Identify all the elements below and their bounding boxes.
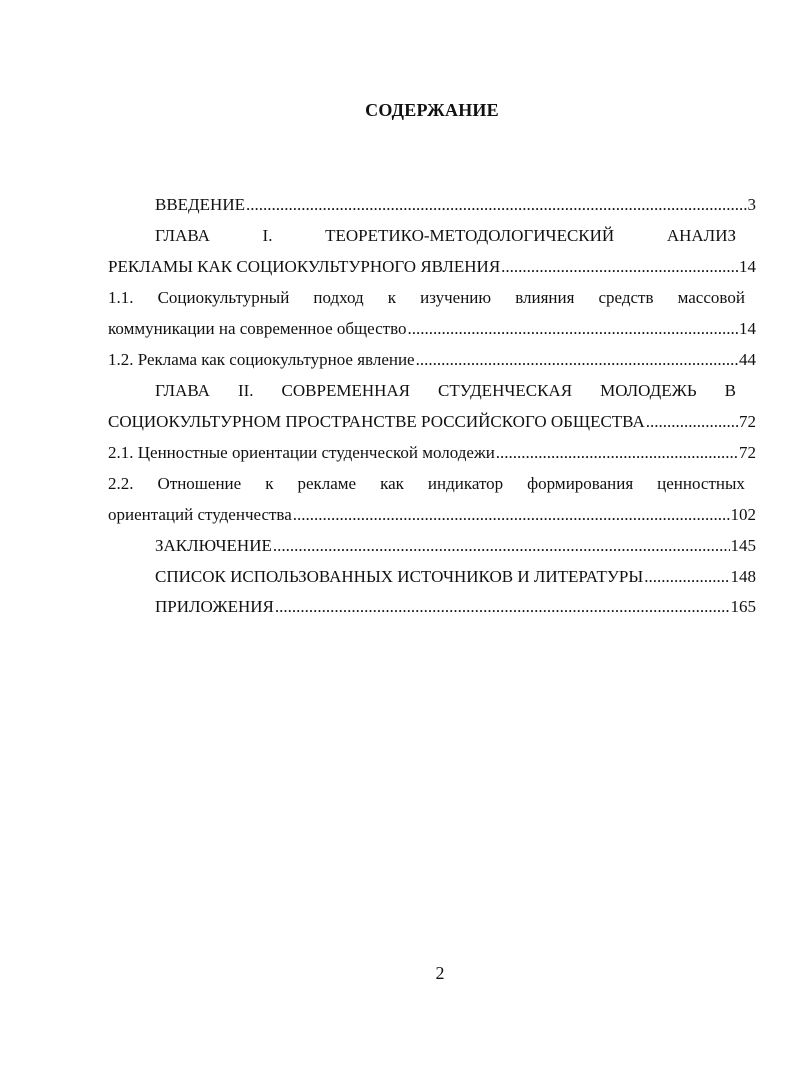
toc-word: влияния — [515, 288, 575, 307]
dot-leader — [646, 411, 738, 433]
toc-page-number: 44 — [739, 350, 756, 369]
toc-entry-chapter1 — [108, 256, 756, 278]
toc-entry-section2-2 — [108, 504, 756, 526]
toc-entry-section2-1 — [108, 442, 756, 464]
toc-page-number: 14 — [739, 319, 756, 338]
dot-leader — [273, 535, 730, 557]
toc-section1-1-line1 — [108, 287, 745, 309]
toc-page-number: 148 — [730, 567, 756, 586]
toc-word: МОЛОДЕЖЬ — [600, 381, 697, 400]
page-title: СОДЕРЖАНИЕ — [365, 100, 499, 120]
toc-word: СОВРЕМЕННАЯ — [281, 381, 411, 400]
toc-page-number: 3 — [747, 195, 756, 214]
toc-word: ТЕОРЕТИКО-МЕТОДОЛОГИЧЕСКИЙ — [325, 226, 615, 245]
toc-word: изучению — [420, 288, 492, 307]
toc-word: ГЛАВА — [155, 381, 210, 400]
toc-page-number: 165 — [730, 597, 756, 616]
toc-entry-label: СПИСОК ИСПОЛЬЗОВАННЫХ ИСТОЧНИКОВ И ЛИТЕРАТУРЫ — [155, 567, 644, 586]
toc-page-number: 102 — [730, 505, 756, 524]
toc-word: СТУДЕНЧЕСКАЯ — [438, 381, 573, 400]
toc-chapter2-line1 — [155, 380, 736, 402]
toc-word: массовой — [677, 288, 745, 307]
toc-word: подход — [313, 288, 364, 307]
dot-leader — [407, 318, 738, 340]
toc-word: II. — [237, 381, 254, 400]
page-number: 2 — [435, 963, 445, 983]
toc-word: ценностных — [657, 474, 745, 493]
toc-entry-chapter2 — [108, 411, 756, 433]
toc-page-number: 14 — [739, 257, 756, 276]
toc-entry-label: 2.1. Ценностные ориентации студенческой молодежи — [108, 443, 495, 462]
toc-word: ГЛАВА — [155, 226, 210, 245]
toc-word: АНАЛИЗ — [666, 226, 736, 245]
toc-word: как — [380, 474, 404, 493]
toc-entry-label: РЕКЛАМЫ КАК СОЦИОКУЛЬТУРНОГО ЯВЛЕНИЯ — [108, 257, 501, 276]
toc-entry-label: ориентаций студенчества — [108, 505, 292, 524]
toc-entry-label: коммуникации на современное общество — [108, 319, 407, 338]
toc-entry-label: ПРИЛОЖЕНИЯ — [155, 597, 274, 616]
toc-word: Отношение — [157, 474, 242, 493]
toc-section2-2-line1 — [108, 473, 745, 495]
toc-word: к — [265, 474, 274, 493]
toc-entry-appendices — [155, 596, 756, 618]
toc-word: рекламе — [297, 474, 357, 493]
toc-entry-conclusion — [155, 535, 756, 557]
toc-word: 2.2. — [108, 474, 134, 493]
toc-page-number: 72 — [739, 443, 756, 462]
dot-leader — [644, 566, 729, 588]
dot-leader — [416, 349, 738, 371]
dot-leader — [293, 504, 730, 526]
toc-entry-label: ВВЕДЕНИЕ — [155, 195, 245, 214]
toc-word: индикатор — [427, 474, 504, 493]
toc-entry-label: СОЦИОКУЛЬТУРНОМ ПРОСТРАНСТВЕ РОССИЙСКОГО ОБЩЕСТВА — [108, 412, 645, 431]
toc-entry-section1-2 — [108, 349, 756, 371]
toc-entry-section1-1 — [108, 318, 756, 340]
toc-word: к — [387, 288, 397, 307]
dot-leader — [246, 194, 747, 216]
toc-word: Социокультурный — [157, 288, 290, 307]
toc-entry-label: ЗАКЛЮЧЕНИЕ — [155, 536, 272, 555]
dot-leader — [501, 256, 738, 278]
toc-entry-intro — [155, 194, 756, 216]
toc-entry-references — [155, 566, 756, 588]
dot-leader — [275, 596, 730, 618]
dot-leader — [496, 442, 738, 464]
toc-word: I. — [262, 226, 273, 245]
toc-word: 1.1. — [108, 288, 134, 307]
toc-word: средств — [598, 288, 654, 307]
toc-word: формирования — [527, 474, 634, 493]
toc-entry-label: 1.2. Реклама как социокультурное явление — [108, 350, 415, 369]
toc-page-number: 145 — [730, 536, 756, 555]
toc-word: В — [724, 381, 736, 400]
toc-page-number: 72 — [739, 412, 756, 431]
toc-chapter1-line1 — [155, 225, 736, 247]
